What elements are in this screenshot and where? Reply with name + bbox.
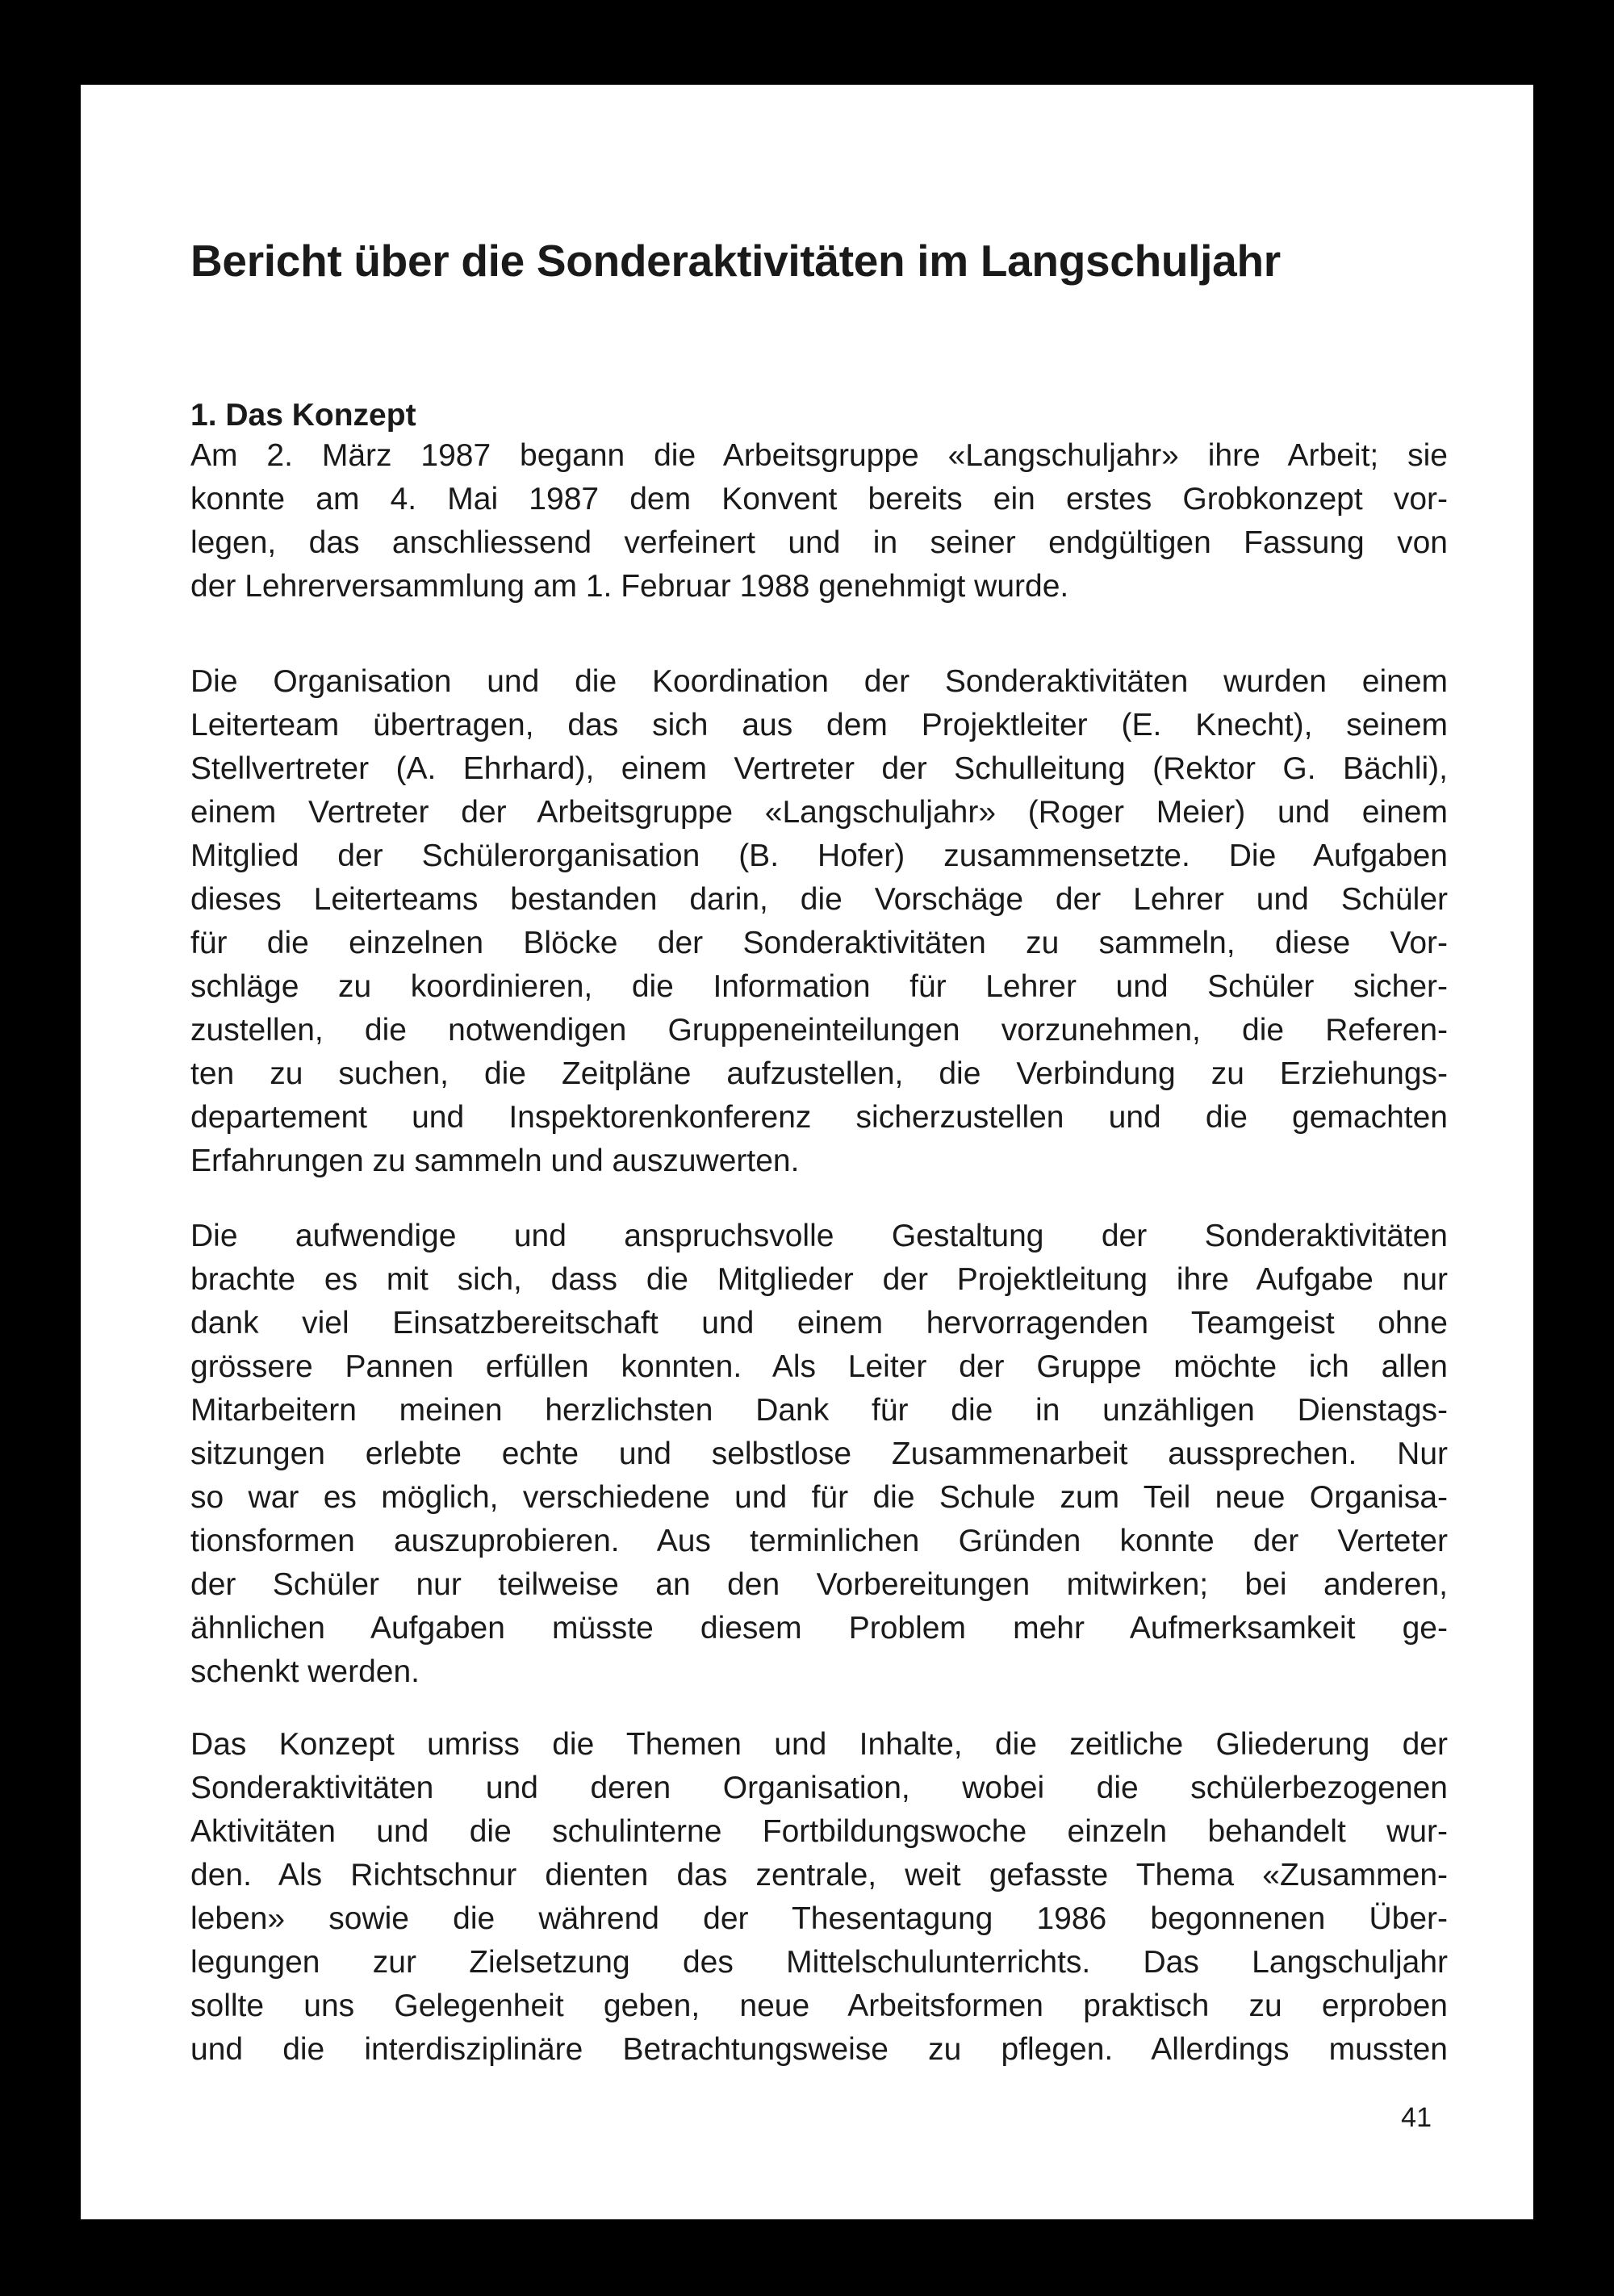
text-line: Leiterteam übertragen, das sich aus dem Projektleiter (E. Knecht), seinem bbox=[190, 708, 1448, 742]
text-line: Aktivitäten und die schulinterne Fortbildungswoche einzeln behandelt wur- bbox=[190, 1814, 1448, 1849]
text-line: Am 2. März 1987 begann die Arbeitsgruppe «Langschuljahr» ihre Arbeit; sie bbox=[190, 438, 1448, 473]
paragraph-3 bbox=[190, 1215, 1448, 1694]
text-line: leben» sowie die während der Thesentagung 1986 begonnenen Über- bbox=[190, 1901, 1448, 1936]
text-line: departement und Inspektorenkonferenz sicherzustellen und die gemachten bbox=[190, 1100, 1448, 1135]
text-line: legen, das anschliessend verfeinert und in seiner endgültigen Fassung von bbox=[190, 525, 1448, 560]
text-line: Die Organisation und die Koordination der Sonderaktivitäten wurden einem bbox=[190, 664, 1448, 699]
text-line: Erfahrungen zu sammeln und auszuwerten. bbox=[190, 1144, 800, 1178]
text-line: den. Als Richtschnur dienten das zentrale, weit gefasste Thema «Zusammen- bbox=[190, 1858, 1448, 1892]
text-line: einem Vertreter der Arbeitsgruppe «Langschuljahr» (Roger Meier) und einem bbox=[190, 795, 1448, 830]
text-line: Das Konzept umriss die Themen und Inhalte, die zeitliche Gliederung der bbox=[190, 1727, 1448, 1762]
text-line: ten zu suchen, die Zeitpläne aufzustellen, die Verbindung zu Erziehungs- bbox=[190, 1056, 1448, 1091]
paragraph-2 bbox=[190, 660, 1448, 1183]
text-line: tionsformen auszuprobieren. Aus terminlichen Gründen konnte der Verteter bbox=[190, 1524, 1448, 1558]
text-line: der Lehrerversammlung am 1. Februar 1988 genehmigt wurde. bbox=[190, 569, 1069, 604]
text-line: brachte es mit sich, dass die Mitglieder der Projektleitung ihre Aufgabe nur bbox=[190, 1262, 1448, 1297]
text-line: so war es möglich, verschiedene und für die Schule zum Teil neue Organisa- bbox=[190, 1480, 1448, 1515]
text-line: konnte am 4. Mai 1987 dem Konvent bereits ein erstes Grobkonzept vor- bbox=[190, 482, 1448, 516]
text-line: sitzungen erlebte echte und selbstlose Zusammenarbeit aussprechen. Nur bbox=[190, 1437, 1448, 1471]
page-number: 41 bbox=[1401, 2102, 1432, 2133]
text-line: für die einzelnen Blöcke der Sonderaktivitäten zu sammeln, diese Vor- bbox=[190, 926, 1448, 960]
text-line: zustellen, die notwendigen Gruppeneinteilungen vorzunehmen, die Referen- bbox=[190, 1013, 1448, 1048]
text-line: Sonderaktivitäten und deren Organisation, wobei die schülerbezogenen bbox=[190, 1771, 1448, 1805]
text-line: Die aufwendige und anspruchsvolle Gestaltung der Sonderaktivitäten bbox=[190, 1219, 1448, 1253]
page-title: Bericht über die Sonderaktivitäten im Langschuljahr bbox=[190, 236, 1281, 286]
text-line: schläge zu koordinieren, die Information für Lehrer und Schüler sicher- bbox=[190, 969, 1448, 1004]
document-page bbox=[81, 85, 1533, 2219]
text-line: schenkt werden. bbox=[190, 1654, 420, 1689]
section-heading: 1. Das Konzept bbox=[190, 398, 416, 433]
text-line: dank viel Einsatzbereitschaft und einem hervorragenden Teamgeist ohne bbox=[190, 1306, 1448, 1340]
paragraph-1 bbox=[190, 434, 1448, 609]
text-line: Stellvertreter (A. Ehrhard), einem Vertreter der Schulleitung (Rektor G. Bächli), bbox=[190, 751, 1448, 786]
text-line: Mitglied der Schülerorganisation (B. Hofer) zusammensetzte. Die Aufgaben bbox=[190, 839, 1448, 873]
text-line: der Schüler nur teilweise an den Vorbereitungen mitwirken; bei anderen, bbox=[190, 1567, 1448, 1602]
paragraph-4 bbox=[190, 1723, 1448, 2072]
text-line: und die interdisziplinäre Betrachtungsweise zu pflegen. Allerdings mussten bbox=[190, 2032, 1448, 2067]
text-line: Mitarbeitern meinen herzlichsten Dank für die in unzähligen Dienstags- bbox=[190, 1393, 1448, 1428]
text-line: dieses Leiterteams bestanden darin, die Vorschäge der Lehrer und Schüler bbox=[190, 882, 1448, 917]
text-line: legungen zur Zielsetzung des Mittelschulunterrichts. Das Langschuljahr bbox=[190, 1945, 1448, 1980]
text-line: grössere Pannen erfüllen konnten. Als Leiter der Gruppe möchte ich allen bbox=[190, 1349, 1448, 1384]
text-line: ähnlichen Aufgaben müsste diesem Problem mehr Aufmerksamkeit ge- bbox=[190, 1611, 1448, 1646]
text-line: sollte uns Gelegenheit geben, neue Arbeitsformen praktisch zu erproben bbox=[190, 1989, 1448, 2023]
